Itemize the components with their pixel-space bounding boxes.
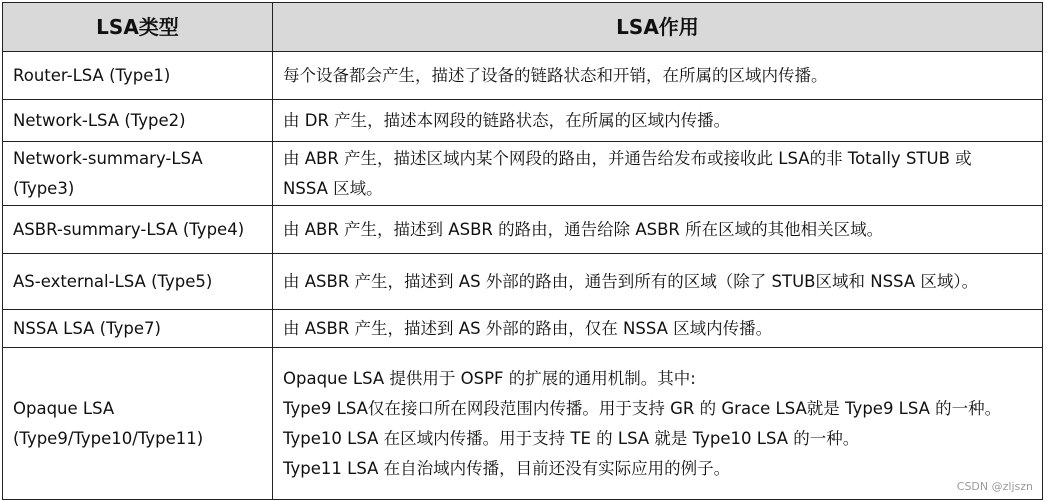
desc-line: 由 ABR 产生，描述到 ASBR 的路由，通告给除 ASBR 所在区域的其他相关区域。 [283, 219, 884, 239]
desc-line: Opaque LSA 提供用于 OSPF 的扩展的通用机制。其中: [283, 368, 696, 388]
table-row [3, 348, 1043, 500]
table-row [3, 142, 1043, 206]
table-row [3, 52, 1043, 100]
table-header-row [3, 3, 1043, 52]
lsa-type-cell: ASBR-summary-LSA (Type4) [3, 206, 273, 254]
desc-line: 由 ASBR 产生，描述到 AS 外部的路由，仅在 NSSA 区域内传播。 [283, 318, 773, 338]
table-row [3, 254, 1043, 310]
desc-line: 每个设备都会产生，描述了设备的链路状态和开销，在所属的区域内传播。 [283, 65, 828, 85]
lsa-type-cell: Router-LSA (Type1) [3, 52, 273, 100]
type-line: (Type3) [13, 178, 75, 198]
table-row [3, 206, 1043, 254]
lsa-type-cell [3, 348, 273, 500]
desc-line: Type9 LSA仅在接口所在网段范围内传播。用于支持 GR 的 Grace LSA就是 Type9 LSA 的一种。 [283, 398, 1002, 418]
table-row [3, 310, 1043, 348]
table-row [3, 100, 1043, 142]
header-lsa-type: LSA类型 [3, 3, 273, 52]
type-line: Network-summary-LSA [13, 148, 203, 168]
lsa-type-cell [3, 142, 273, 206]
lsa-type-cell: NSSA LSA (Type7) [3, 310, 273, 348]
desc-line: NSSA 区域。 [283, 178, 383, 198]
lsa-type-cell: AS-external-LSA (Type5) [3, 254, 273, 310]
lsa-desc-cell [273, 254, 1043, 310]
header-lsa-function: LSA作用 [273, 3, 1043, 52]
lsa-desc-cell [273, 142, 1043, 206]
lsa-desc-cell [273, 100, 1043, 142]
lsa-table [2, 2, 1043, 500]
desc-line: 由 ASBR 产生，描述到 AS 外部的路由，通告到所有的区域（除了 STUB区域和 NSSA 区域）。 [283, 271, 979, 291]
watermark: CSDN @zljszn [956, 480, 1033, 493]
lsa-desc-cell [273, 348, 1043, 500]
type-line: (Type9/Type10/Type11) [13, 428, 204, 448]
lsa-desc-cell [273, 52, 1043, 100]
desc-line: Type11 LSA 在自治域内传播，目前还没有实际应用的例子。 [283, 458, 731, 478]
lsa-desc-cell [273, 310, 1043, 348]
lsa-desc-cell [273, 206, 1043, 254]
desc-line: 由 ABR 产生，描述区域内某个网段的路由，并通告给发布或接收此 LSA的非 Totally STUB 或 [283, 148, 972, 168]
desc-line: Type10 LSA 在区域内传播。用于支持 TE 的 LSA 就是 Type10 LSA 的一种。 [283, 428, 860, 448]
lsa-type-cell: Network-LSA (Type2) [3, 100, 273, 142]
type-line: Opaque LSA [13, 398, 115, 418]
desc-line: 由 DR 产生，描述本网段的链路状态，在所属的区域内传播。 [283, 110, 731, 130]
